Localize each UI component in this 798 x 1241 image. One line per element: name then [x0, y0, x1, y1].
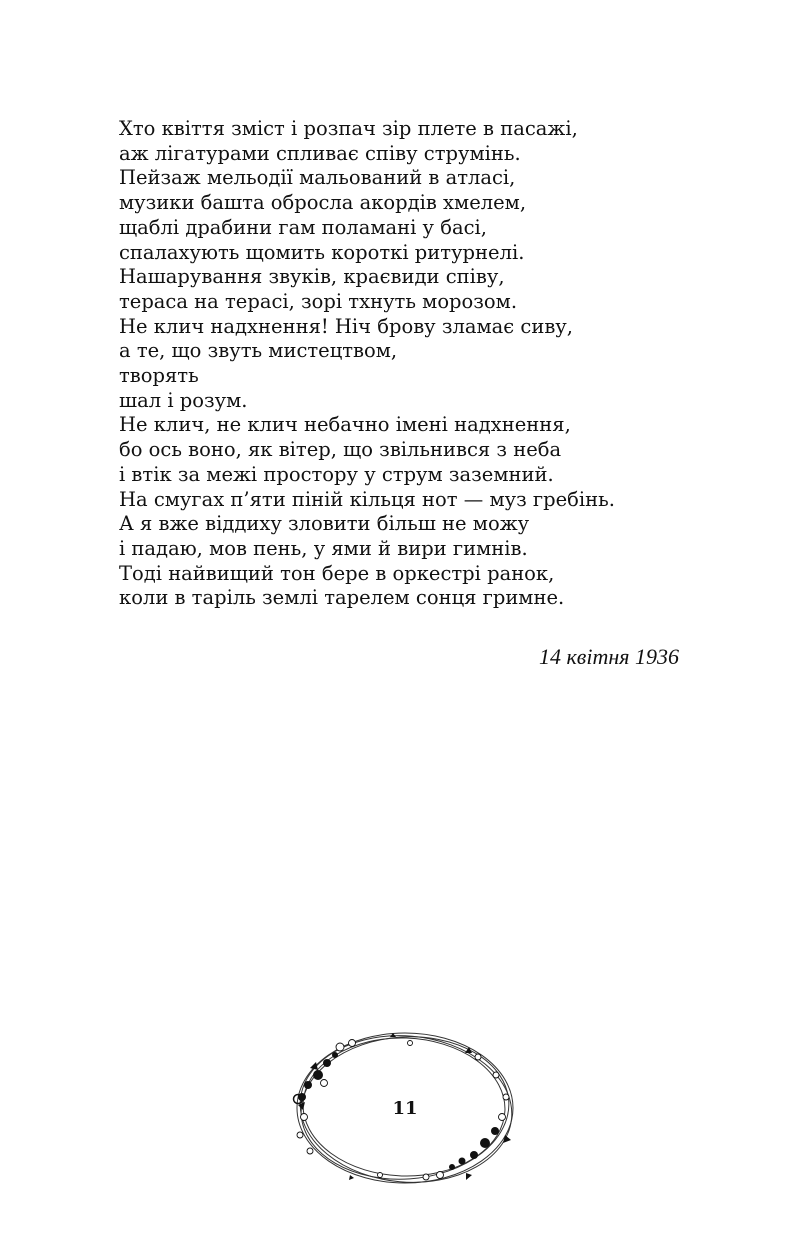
- poem-line: і падаю, мов пень, у ями й вири гимнів.: [119, 536, 528, 560]
- poem-line: коли в таріль землі тарелем сонця гримне.: [119, 586, 565, 610]
- poem-line: тераса на терасі, зорі тхнуть морозом.: [119, 289, 518, 313]
- poem-line: На смугах п’яти піній кільця нот — муз гребінь.: [119, 487, 615, 511]
- poem-line: музики башта обросла акордів хмелем,: [119, 191, 527, 215]
- poem-line: Не клич, не клич небачно імені надхнення,: [119, 413, 571, 437]
- poem-line: шал і розум.: [119, 388, 248, 412]
- page-footer: [290, 1025, 520, 1195]
- poem-line: Тоді найвищий тон бере в оркестрі ранок,: [119, 561, 555, 585]
- poem-line: Не клич надхнення! Ніч брову зламає сиву,: [119, 314, 573, 338]
- poem-line: Нашарування звуків, краєвиди співу,: [119, 265, 505, 289]
- poem-line: творять: [119, 364, 199, 388]
- poem-date: 14 квітня 1936: [539, 644, 679, 669]
- poem-line: щаблі драбини гам поламані у басі,: [119, 215, 487, 239]
- poem-line: А я вже віддиху зловити більш не можу: [119, 512, 530, 536]
- poem-text: [119, 117, 699, 611]
- poem-line: Пейзаж мельодії мальований в атласі,: [119, 166, 516, 190]
- poem-line: аж лігатурами спливає співу струмінь.: [119, 141, 521, 165]
- poem-line: бо ось воно, як вітер, що звільнився з неба: [119, 438, 562, 462]
- poem-line: спалахують щомить короткі ритурнелі.: [119, 240, 525, 264]
- poem-line: і втік за межі простору у струм заземний.: [119, 462, 554, 486]
- page-number: 11: [392, 1098, 418, 1119]
- poem-line: Хто квіття зміст і розпач зір плете в пасажі,: [119, 117, 578, 140]
- poem-line: а те, що звуть мистецтвом,: [119, 339, 398, 363]
